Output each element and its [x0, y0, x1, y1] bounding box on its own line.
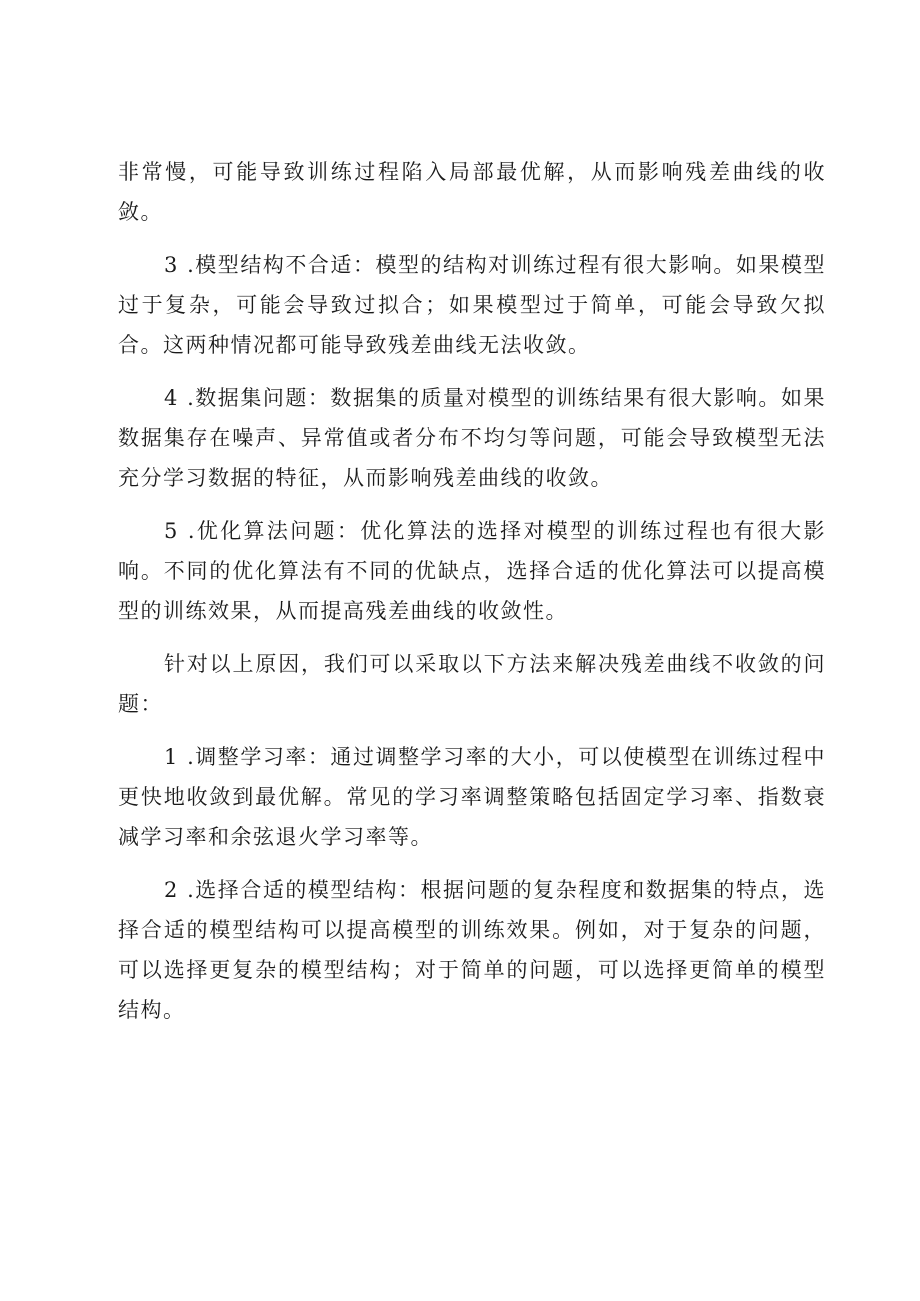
paragraph-model-selection: 2 .选择合适的模型结构：根据问题的复杂程度和数据集的特点，选择合适的模型结构可以提高模型的训练效果。例如，对于复杂的问题，可以选择更复杂的模型结构；对于简单的问题，可以选择更简单的模型结构。	[118, 878, 826, 1022]
document-body	[118, 152, 826, 1043]
paragraph-solutions-intro: 针对以上原因，我们可以采取以下方法来解决残差曲线不收敛的问题：	[118, 652, 826, 716]
paragraph-continuation: 非常慢，可能导致训练过程陷入局部最优解，从而影响残差曲线的收敛。	[118, 160, 826, 224]
paragraph-dataset-issue: 4 .数据集问题：数据集的质量对模型的训练结果有很大影响。如果数据集存在噪声、异常值或者分布不均匀等问题，可能会导致模型无法充分学习数据的特征，从而影响残差曲线的收敛。	[118, 386, 826, 490]
paragraph-model-structure: 3 .模型结构不合适：模型的结构对训练过程有很大影响。如果模型过于复杂，可能会导致过拟合；如果模型过于简单，可能会导致欠拟合。这两种情况都可能导致残差曲线无法收敛。	[118, 253, 826, 357]
paragraph-learning-rate: 1 .调整学习率：通过调整学习率的大小，可以使模型在训练过程中更快地收敛到最优解。常见的学习率调整策略包括固定学习率、指数衰减学习率和余弦退火学习率等。	[118, 745, 826, 849]
paragraph-optimizer-issue: 5 .优化算法问题：优化算法的选择对模型的训练过程也有很大影响。不同的优化算法有不同的优缺点，选择合适的优化算法可以提高模型的训练效果，从而提高残差曲线的收敛性。	[118, 519, 826, 623]
